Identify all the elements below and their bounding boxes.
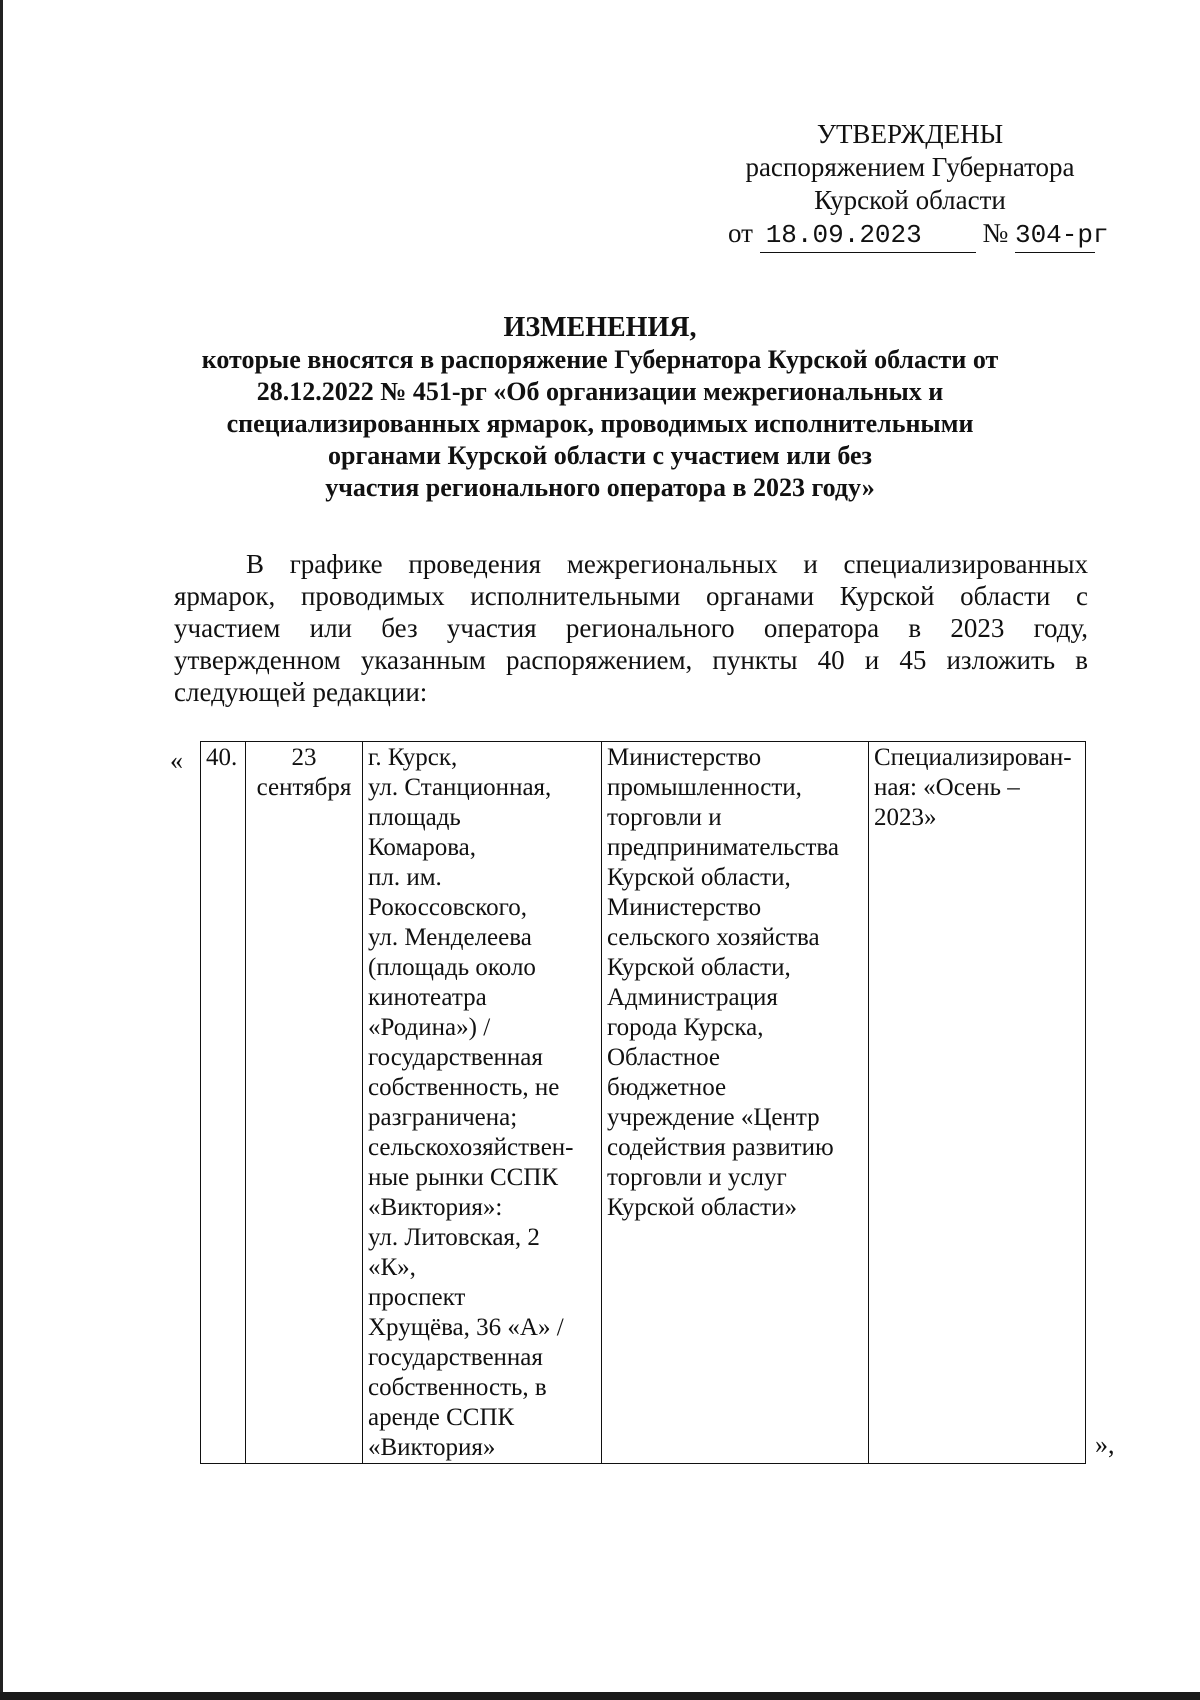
type-line: Специализирован- (874, 744, 1072, 771)
place-line: (площадь около (368, 954, 536, 981)
place-line: «Виктория»: (368, 1194, 503, 1221)
place-line: пл. им. (368, 864, 442, 891)
title-heading: ИЗМЕНЕНИЯ, (503, 312, 697, 343)
row-date-cell (246, 742, 363, 1464)
organizer-line: Курской области» (607, 1194, 797, 1221)
organizer-line: Курской области, (607, 954, 791, 981)
place-line: Рокоссовского, (368, 894, 527, 921)
approval-date-line (700, 217, 1120, 253)
approval-order-line: распоряжением Губернатора (745, 152, 1075, 182)
table-row (201, 742, 1086, 1464)
place-line: проспект (368, 1284, 466, 1311)
organizer-line: города Курска, (607, 1014, 764, 1041)
scan-edge-left (0, 0, 3, 1700)
organizer-line: предпринимательства (607, 834, 839, 861)
organizer-line: содействия развитию (607, 1134, 834, 1161)
place-line: ул. Станционная, (368, 774, 552, 801)
place-line: «Родина») / (368, 1014, 491, 1041)
organizer-line: Областное (607, 1044, 721, 1071)
row-place-cell (363, 742, 602, 1464)
row-number: 40. (206, 744, 238, 771)
type-line: 2023» (874, 804, 937, 831)
date-line: сентября (256, 774, 352, 801)
organizer-line: торговли и услуг (607, 1164, 787, 1191)
date-prefix: от (728, 218, 753, 248)
place-line: площадь (368, 804, 461, 831)
document-title (150, 312, 1050, 504)
place-line: ные рынки ССПК (368, 1164, 559, 1191)
organizer-line: Министерство (607, 744, 762, 771)
place-line: «К», (368, 1254, 416, 1281)
organizer-line: торговли и (607, 804, 722, 831)
organizer-line: Министерство (607, 894, 762, 921)
place-line: Хрущёва, 36 «А» / (368, 1314, 564, 1341)
type-line: ная: «Осень – (874, 774, 1020, 801)
table-open-quote: « (170, 746, 183, 775)
organizer-line: бюджетное (607, 1074, 727, 1101)
title-subtitle-line: органами Курской области с участием или без (328, 441, 872, 470)
place-line: сельскохозяйствен- (368, 1134, 574, 1161)
place-line: государственная (368, 1044, 543, 1071)
approval-stamp (700, 118, 1120, 253)
intro-line: утвержденном указанным распоряжением, пункты 40 и 45 изложить в (174, 645, 1088, 675)
organizer-line: сельского хозяйства (607, 924, 820, 951)
title-subtitle-line: которые вносятся в распоряжение Губернатора Курской области от (201, 345, 999, 374)
row-type-cell (869, 742, 1086, 1464)
intro-line: участием или без участия регионального оператора в 2023 году, (174, 613, 1088, 643)
place-line: собственность, не (368, 1074, 560, 1101)
intro-line: ярмарок, проводимых исполнительными органами Курской области с (174, 581, 1088, 611)
place-line: «Виктория» (368, 1434, 496, 1461)
fair-schedule-table (200, 741, 1086, 1464)
place-line: г. Курск, (368, 744, 458, 771)
row-number-cell (201, 742, 246, 1464)
intro-line: В графике проведения межрегиональных и специализированных (246, 549, 1088, 579)
title-subtitle-line: участия регионального оператора в 2023 году» (325, 473, 875, 502)
title-subtitle-line: 28.12.2022 № 451-рг «Об организации межрегиональных и (256, 377, 944, 406)
approval-date-value: 18.09.2023 (760, 219, 976, 253)
place-line: ул. Менделеева (368, 924, 532, 951)
organizer-line: учреждение «Центр (607, 1104, 820, 1131)
place-line: Комарова, (368, 834, 477, 861)
intro-line: следующей редакции: (174, 677, 428, 707)
approval-title: УТВЕРЖДЕНЫ (816, 119, 1004, 149)
date-line: 23 (291, 744, 317, 771)
place-line: собственность, в (368, 1374, 547, 1401)
place-line: государственная (368, 1344, 543, 1371)
organizer-line: Администрация (607, 984, 778, 1011)
organizer-line: промышленности, (607, 774, 802, 801)
row-organizer-cell (602, 742, 869, 1464)
scan-edge-bottom (0, 1692, 1200, 1700)
approval-region-line: Курской области (814, 185, 1006, 215)
place-line: разграничена; (368, 1104, 518, 1131)
place-line: аренде ССПК (368, 1404, 515, 1431)
place-line: кинотеатра (368, 984, 487, 1011)
title-subtitle-line: специализированных ярмарок, проводимых исполнительными (226, 409, 974, 438)
approval-number-value: 304-рг (1015, 219, 1095, 253)
place-line: ул. Литовская, 2 (368, 1224, 540, 1251)
organizer-line: Курской области, (607, 864, 791, 891)
table-close-quote: », (1095, 1430, 1115, 1459)
number-prefix: № (982, 218, 1009, 248)
intro-paragraph (174, 548, 1088, 708)
